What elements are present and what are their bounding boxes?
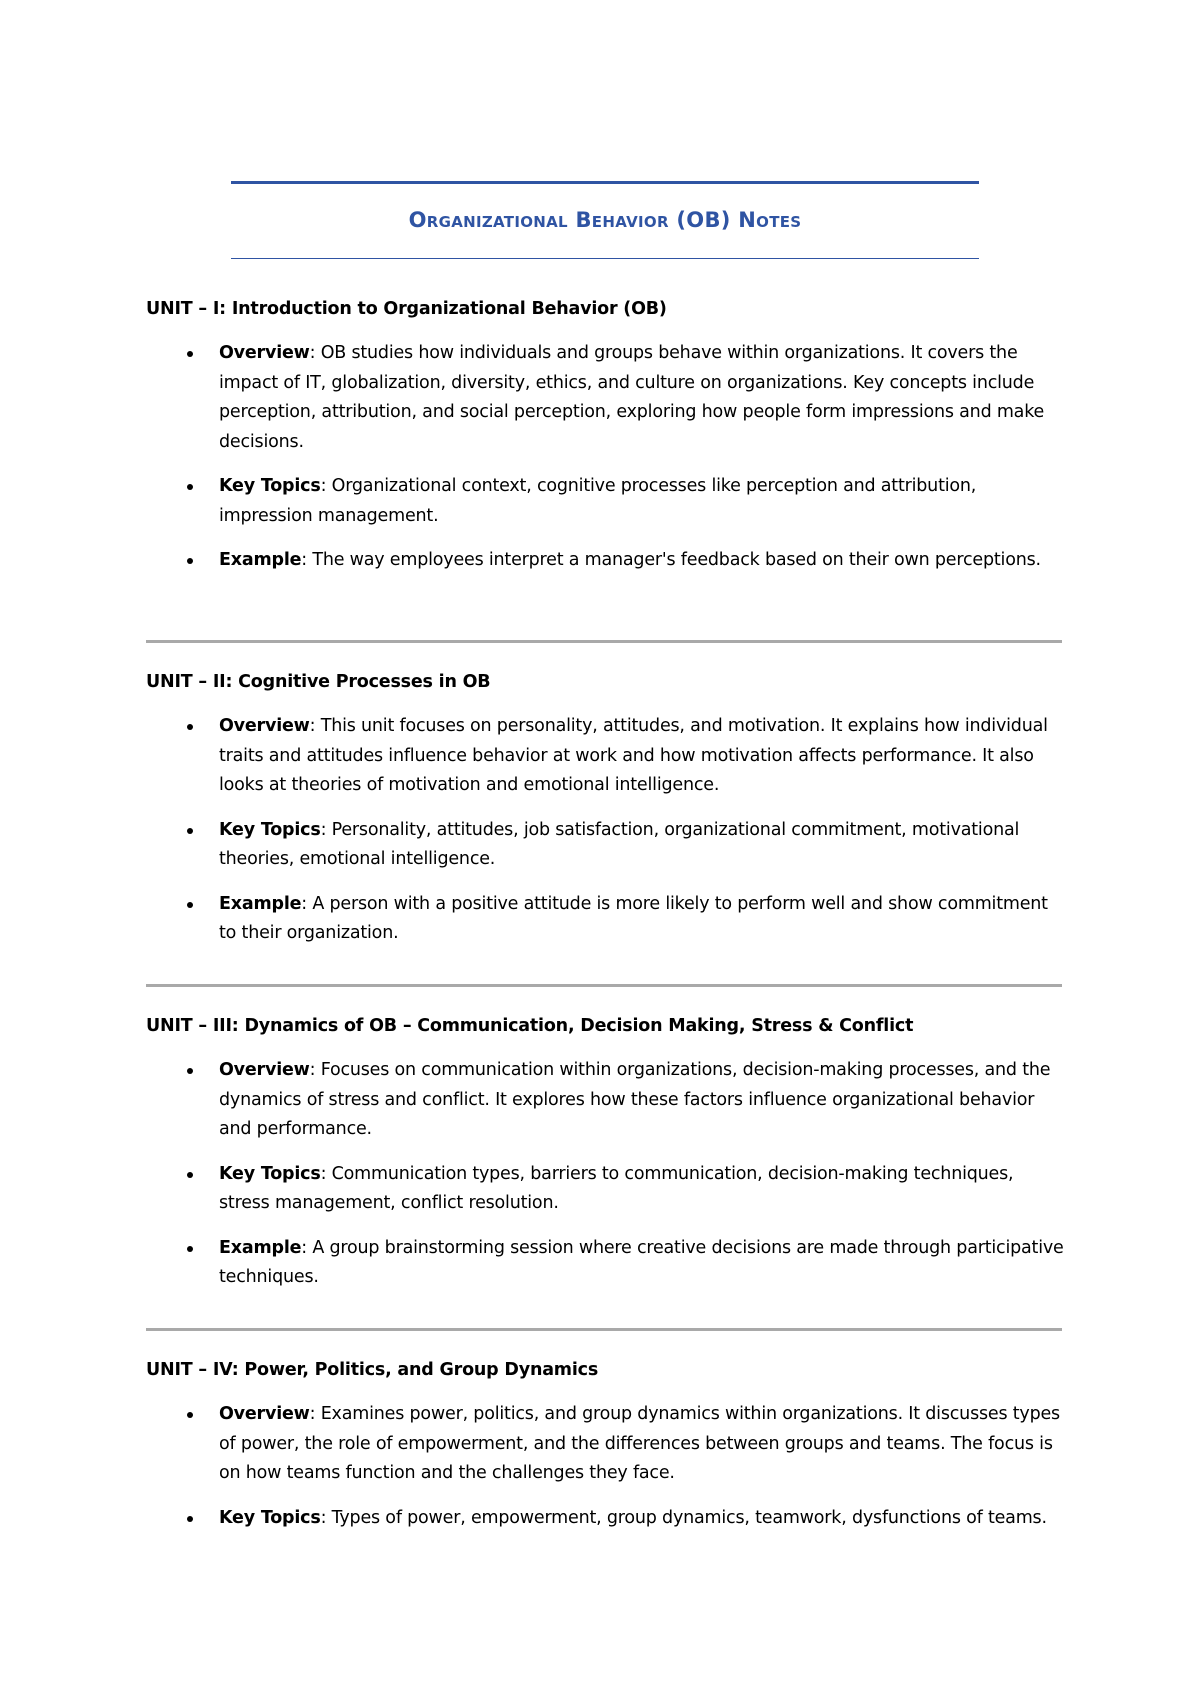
unit-4-section	[146, 1358, 1066, 1548]
section-divider	[146, 1328, 1062, 1331]
unit-3-key-topics-item	[146, 1160, 1066, 1219]
unit-2-bullet-list	[146, 712, 1066, 949]
unit-3-section	[146, 1014, 1066, 1308]
bullet-text: : This unit focuses on personality, attitudes, and motivation. It explains how individual traits and attitudes influence behavior at work and how motivation affects performance. It also looks at theories of motivation and emotional intelligence.	[219, 716, 1048, 795]
bullet-label: Overview	[219, 343, 310, 363]
unit-4-key-topics-item	[146, 1504, 1066, 1534]
section-divider	[146, 984, 1062, 987]
unit-2-section	[146, 670, 1066, 964]
bullet-text: : Types of power, empowerment, group dynamics, teamwork, dysfunctions of teams.	[320, 1507, 1047, 1528]
bullet-label: Overview	[219, 716, 310, 736]
title-top-rule	[231, 181, 979, 184]
bullet-icon	[187, 1068, 193, 1074]
bullet-label: Example	[219, 550, 302, 570]
bullet-icon	[187, 1172, 193, 1178]
title-bottom-rule	[231, 258, 979, 259]
bullet-icon	[187, 1412, 193, 1418]
bullet-text: : The way employees interpret a manager's feedback based on their own perceptions.	[301, 550, 1041, 570]
bullet-label: Key Topics	[219, 819, 321, 840]
bullet-label: Key Topics	[219, 1163, 321, 1184]
bullet-label: Overview	[219, 1060, 310, 1080]
bullet-label: Example	[219, 1237, 302, 1258]
bullet-label: Key Topics	[219, 1507, 321, 1528]
section-divider	[146, 640, 1062, 643]
bullet-icon	[187, 484, 193, 490]
bullet-text: : Organizational context, cognitive processes like perception and attribution, impression management.	[219, 476, 977, 526]
unit-3-heading: UNIT – III: Dynamics of OB – Communication, Decision Making, Stress & Conflict	[146, 1016, 914, 1036]
bullet-text: : Focuses on communication within organizations, decision-making processes, and the dynamics of stress and conflict. It explores how these factors influence organizational behavior and performance.	[219, 1060, 1051, 1139]
bullet-text: : A group brainstorming session where creative decisions are made through participative techniques.	[219, 1237, 1064, 1287]
bullet-icon	[187, 1516, 193, 1522]
unit-3-overview-item	[146, 1056, 1066, 1145]
unit-1-key-topics-item	[146, 472, 1066, 531]
unit-1-section	[146, 297, 1066, 591]
unit-2-key-topics-item	[146, 816, 1066, 875]
unit-4-heading: UNIT – IV: Power, Politics, and Group Dynamics	[146, 1360, 599, 1380]
unit-2-example-item	[146, 890, 1066, 949]
unit-1-heading: UNIT – I: Introduction to Organizational Behavior (OB)	[146, 299, 667, 319]
unit-4-bullet-list	[146, 1400, 1066, 1533]
unit-3-bullet-list	[146, 1056, 1066, 1293]
bullet-icon	[187, 902, 193, 908]
bullet-icon	[187, 828, 193, 834]
bullet-label: Example	[219, 893, 302, 914]
unit-4-overview-item	[146, 1400, 1066, 1489]
bullet-icon	[187, 558, 193, 564]
bullet-text: : OB studies how individuals and groups behave within organizations. It covers the impact of IT, globalization, diversity, ethics, and culture on organizations. Key concepts include perception, attribution, and social perception, exploring how people form impressions and make decisions.	[219, 343, 1045, 452]
document-title: Organizational Behavior (OB) Notes	[408, 208, 802, 232]
bullet-icon	[187, 351, 193, 357]
bullet-label: Overview	[219, 1404, 310, 1424]
unit-2-overview-item	[146, 712, 1066, 801]
bullet-text: : A person with a positive attitude is more likely to perform well and show commitment to their organization.	[219, 893, 1048, 943]
unit-1-bullet-list	[146, 339, 1066, 576]
bullet-text: : Personality, attitudes, job satisfaction, organizational commitment, motivational theories, emotional intelligence.	[219, 819, 1020, 869]
unit-1-overview-item	[146, 339, 1066, 457]
bullet-text: : Communication types, barriers to communication, decision-making techniques, stress management, conflict resolution.	[219, 1163, 1014, 1213]
unit-1-example-item	[146, 546, 1066, 576]
bullet-icon	[187, 1246, 193, 1252]
bullet-label: Key Topics	[219, 476, 321, 496]
unit-2-heading: UNIT – II: Cognitive Processes in OB	[146, 672, 491, 692]
bullet-text: : Examines power, politics, and group dynamics within organizations. It discusses types of power, the role of empowerment, and the differences between groups and teams. The focus is on how teams function and the challenges they face.	[219, 1404, 1060, 1483]
unit-3-example-item	[146, 1234, 1066, 1293]
bullet-icon	[187, 724, 193, 730]
